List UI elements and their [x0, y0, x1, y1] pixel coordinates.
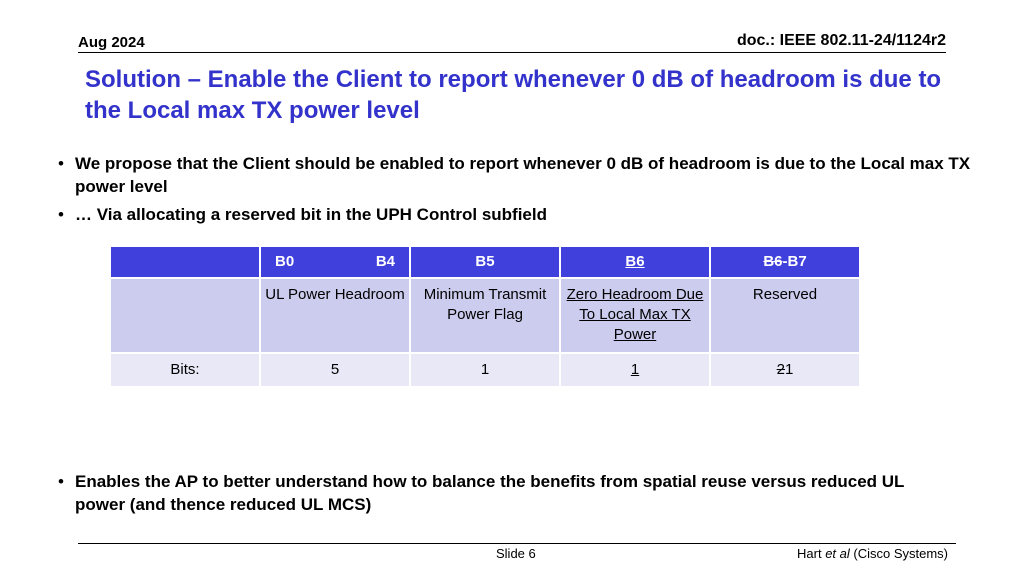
- bullet-text: We propose that the Client should be enabled to report whenever 0 dB of headroom is due to the Local max TX power level: [75, 154, 971, 196]
- author-etal: et al: [825, 546, 850, 561]
- bits-struck-value: 2: [776, 361, 785, 378]
- table-header-cell: [111, 247, 259, 279]
- footer-divider: [78, 543, 956, 544]
- header-doc-id: doc.: IEEE 802.11-24/1124r2: [736, 32, 946, 49]
- bits-new-value: 1: [630, 361, 640, 378]
- table-cell: [111, 279, 259, 354]
- author-org: (Cisco Systems): [849, 546, 948, 561]
- slide-title: Solution – Enable the Client to report whenever 0 dB of headroom is due to the Local max TX power level: [85, 66, 942, 124]
- bits-cell: 5: [261, 354, 409, 386]
- bits-reserved-value: 1: [785, 361, 794, 378]
- zero-headroom-text: Zero Headroom Due To Local Max TX Power: [566, 286, 704, 343]
- table-row-bits: [111, 354, 859, 386]
- bits-cell: [711, 354, 859, 386]
- bullet-dot: •: [58, 472, 64, 491]
- bits-label: Bits:: [111, 354, 259, 386]
- table-cell-min-tx-power-flag: Minimum Transmit Power Flag: [411, 279, 559, 354]
- bullet-item: [58, 152, 978, 198]
- bullet-dot: •: [58, 154, 64, 173]
- table-header-cell-b6: [561, 247, 709, 279]
- header-b6-strikethrough: B6: [763, 253, 783, 270]
- header-divider: [78, 52, 946, 53]
- slide-number: Slide 6: [496, 546, 536, 561]
- bullet-text: Enables the AP to better understand how to balance the benefits from spatial reuse versus reduced UL power (and thence reduced UL MCS): [75, 472, 905, 514]
- bottom-bullet-list: [58, 470, 958, 521]
- table-header-cell-b5: B5: [411, 247, 559, 279]
- uph-control-table: [109, 247, 861, 386]
- header-b7: -B7: [782, 253, 807, 270]
- table-header-cell-reserved: [711, 247, 859, 279]
- table-row: [111, 279, 859, 354]
- bullet-dot: •: [58, 205, 64, 224]
- bullet-item: [58, 470, 958, 516]
- bullet-text: … Via allocating a reserved bit in the UPH Control subfield: [75, 205, 547, 224]
- table-header-row: [111, 247, 859, 279]
- footer-author: [797, 546, 948, 561]
- table-cell-ul-power-headroom: UL Power Headroom: [261, 279, 409, 354]
- table-cell-zero-headroom: [561, 279, 709, 354]
- table-cell-reserved: Reserved: [711, 279, 859, 354]
- bits-cell: [561, 354, 709, 386]
- bullet-item: [58, 203, 978, 226]
- table-header-cell-b0-b4: [261, 247, 409, 279]
- bits-cell: 1: [411, 354, 559, 386]
- header-b4: B4: [375, 253, 395, 270]
- header-date: Aug 2024: [78, 34, 145, 51]
- bullet-list: [58, 152, 978, 231]
- author-name: Hart: [797, 546, 826, 561]
- header-b0: B0: [275, 253, 295, 270]
- header-b6-underlined: B6: [625, 253, 645, 270]
